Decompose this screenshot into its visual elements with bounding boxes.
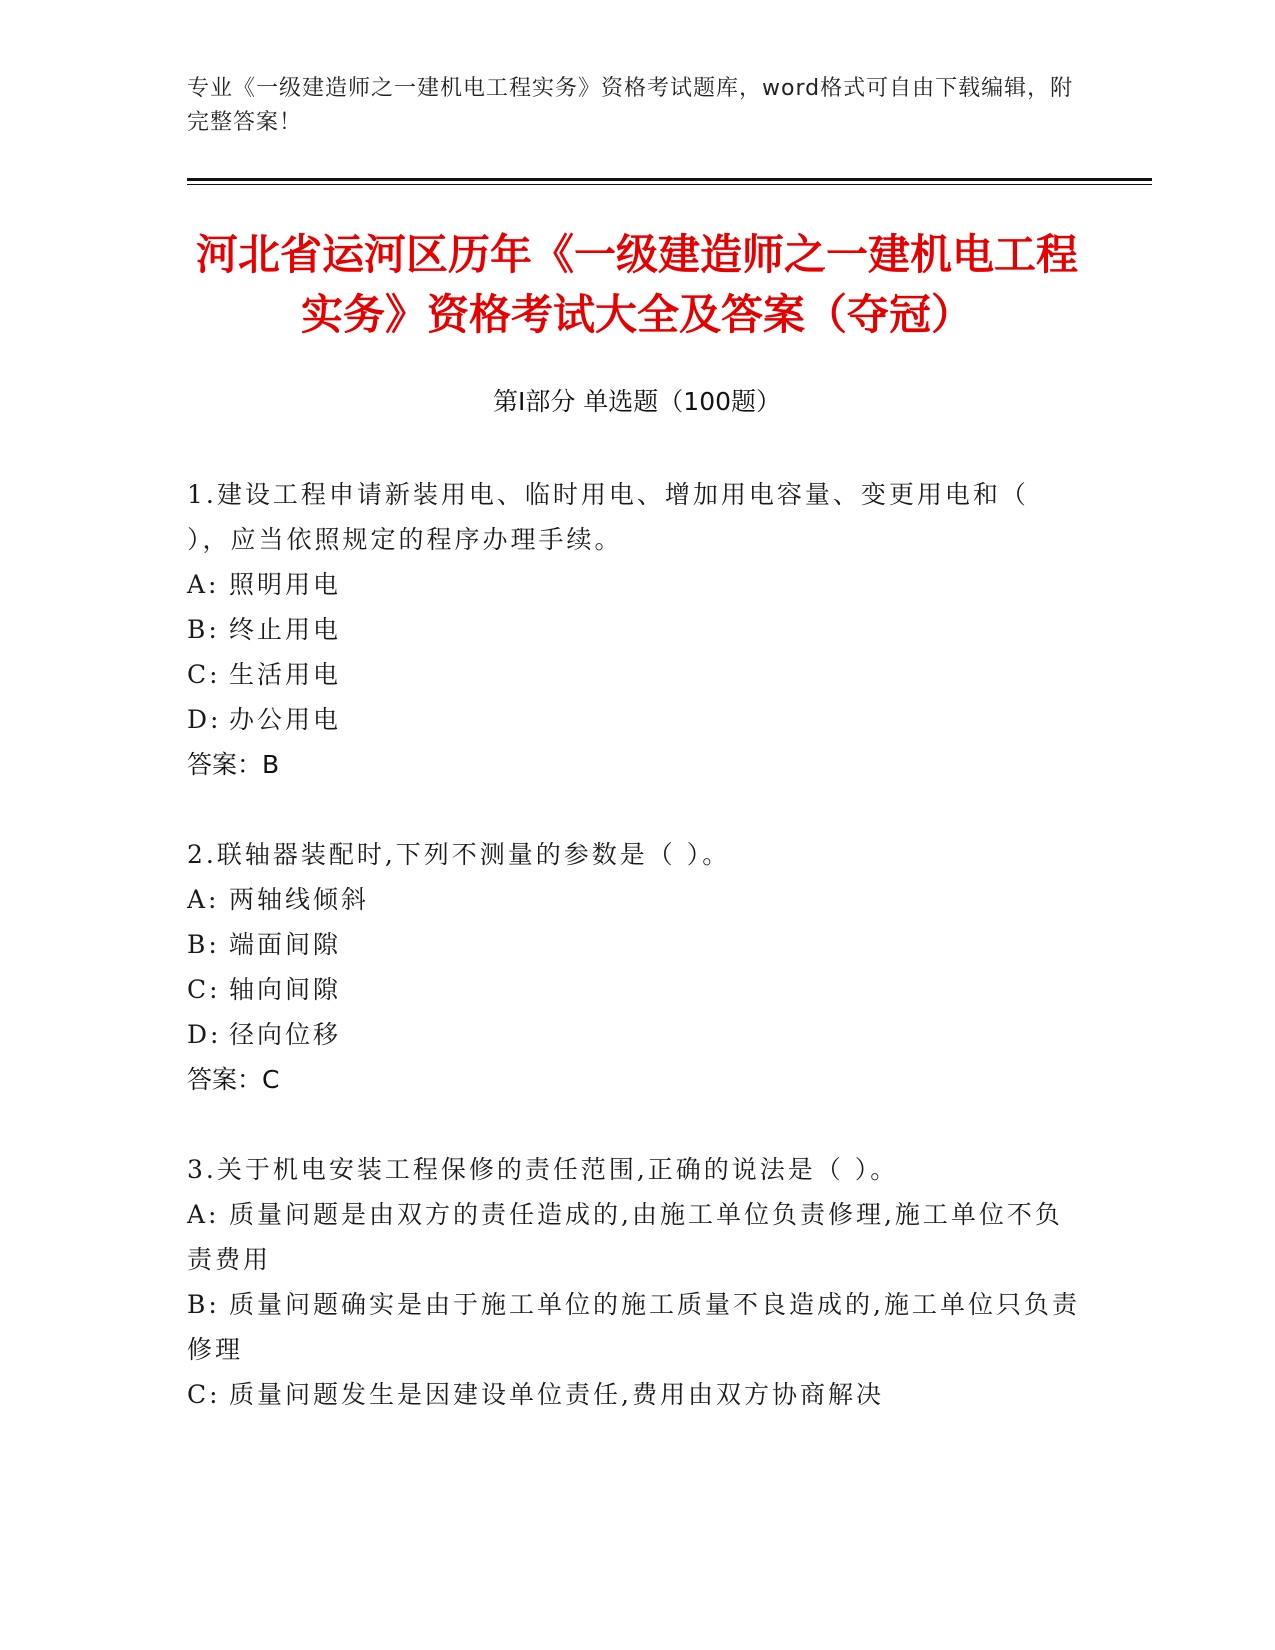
question-1 xyxy=(187,472,1082,788)
answer-value: B xyxy=(262,750,280,779)
answer-value: C xyxy=(262,1065,280,1094)
question-number: 1. xyxy=(187,480,217,509)
option-c xyxy=(187,652,1082,697)
option-letter: A: xyxy=(187,885,220,914)
option-a xyxy=(187,1192,1082,1282)
document-title: 河北省运河区历年《一级建造师之一建机电工程实务》资格考试大全及答案（夺冠） xyxy=(195,230,1078,339)
option-c xyxy=(187,1372,1082,1417)
option-letter: A: xyxy=(187,1200,220,1229)
option-b xyxy=(187,1282,1082,1372)
question-3 xyxy=(187,1147,1082,1417)
answer-line xyxy=(187,742,1082,788)
question-stem: 建设工程申请新装用电、临时用电、增加用电容量、变更用电和（ ），应当依照规定的程序办理手续。 xyxy=(187,480,1029,554)
option-text: 终止用电 xyxy=(229,615,342,644)
option-text: 轴向间隙 xyxy=(229,975,342,1004)
option-d xyxy=(187,1012,1082,1057)
option-letter: D: xyxy=(187,1020,222,1049)
option-text: 质量问题是由双方的责任造成的,由施工单位负责修理,施工单位不负责费用 xyxy=(187,1200,1063,1274)
option-letter: B: xyxy=(187,1290,220,1319)
option-letter: B: xyxy=(187,615,220,644)
section-title: 第Ⅰ部分 单选题（100题） xyxy=(492,387,782,416)
question-2 xyxy=(187,832,1082,1103)
option-letter: C: xyxy=(187,975,221,1004)
question-number: 2. xyxy=(187,840,217,869)
question-stem: 关于机电安装工程保修的责任范围,正确的说法是（ ）。 xyxy=(216,1155,899,1184)
option-text: 径向位移 xyxy=(229,1020,342,1049)
answer-label: 答案： xyxy=(187,1065,263,1094)
question-stem: 联轴器装配时,下列不测量的参数是（ ）。 xyxy=(216,840,731,869)
option-letter: A: xyxy=(187,570,220,599)
option-text: 质量问题发生是因建设单位责任,费用由双方协商解决 xyxy=(229,1380,884,1409)
option-b xyxy=(187,607,1082,652)
option-letter: C: xyxy=(187,660,221,689)
question-text xyxy=(187,832,1082,877)
option-text: 生活用电 xyxy=(229,660,342,689)
option-letter: B: xyxy=(187,930,220,959)
option-text: 端面间隙 xyxy=(229,930,342,959)
option-a xyxy=(187,562,1082,607)
question-number: 3. xyxy=(187,1155,217,1184)
option-a xyxy=(187,877,1082,922)
option-text: 照明用电 xyxy=(229,570,342,599)
option-text: 两轴线倾斜 xyxy=(229,885,370,914)
question-list xyxy=(187,472,1082,1461)
option-b xyxy=(187,922,1082,967)
option-letter: D: xyxy=(187,705,222,734)
answer-label: 答案： xyxy=(187,750,263,779)
question-text xyxy=(187,1147,1082,1192)
header-divider-thick xyxy=(187,178,1152,181)
option-text: 质量问题确实是由于施工单位的施工质量不良造成的,施工单位只负责修理 xyxy=(187,1290,1080,1364)
option-d xyxy=(187,697,1082,742)
option-c xyxy=(187,967,1082,1012)
question-text xyxy=(187,472,1082,562)
answer-line xyxy=(187,1057,1082,1103)
option-text: 办公用电 xyxy=(229,705,342,734)
header-divider-thin xyxy=(187,184,1152,185)
header-note: 专业《一级建造师之一建机电工程实务》资格考试题库，word格式可自由下载编辑，附完整答案！ xyxy=(187,76,1074,135)
option-letter: C: xyxy=(187,1380,221,1409)
